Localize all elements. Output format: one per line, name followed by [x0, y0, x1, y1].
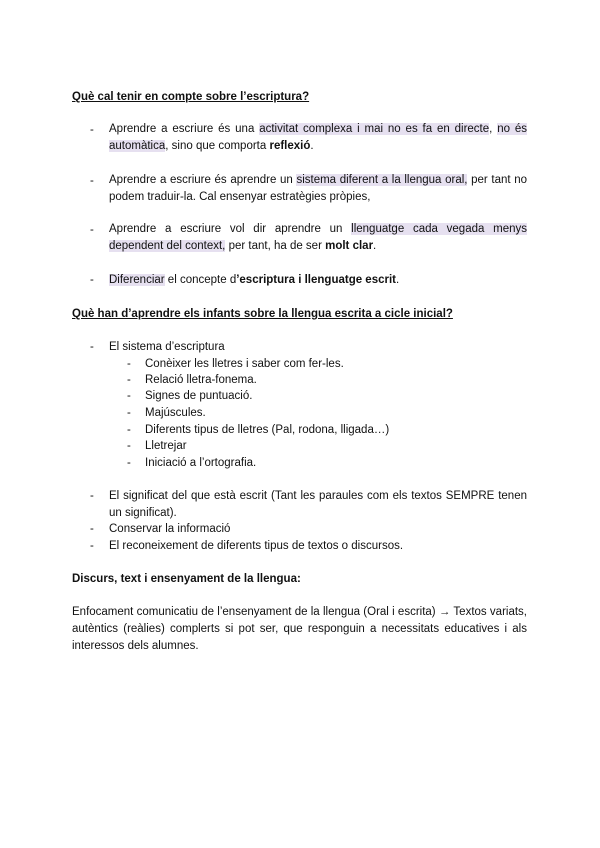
sublist-item: Diferents tipus de lletres (Pal, rodona, lligada…) — [145, 424, 390, 436]
heading-discurs: Discurs, text i ensenyament de la llengua: — [72, 573, 301, 585]
sublist-dash: - — [127, 358, 131, 370]
list-dash: - — [90, 274, 94, 286]
sublist-dash: - — [127, 457, 131, 469]
sublist-dash: - — [127, 374, 131, 386]
sublist-item: Majúscules. — [145, 407, 206, 419]
list-item-reconeixement: El reconeixement de diferents tipus de textos o discursos. — [109, 540, 404, 552]
highlight-activitat: activitat complexa i mai no es fa en directe — [259, 123, 490, 135]
sublist-item: Signes de puntuació. — [145, 390, 253, 402]
list-dash: - — [90, 341, 94, 353]
list-item-significat: El significat del que està escrit (Tant les paraules com els textos SEMPRE tenen un significat). — [109, 490, 527, 519]
sublist-dash: - — [127, 390, 131, 402]
sublist-dash: - — [127, 424, 131, 436]
paragraph-enfocament: Enfocament comunicatiu de l’ensenyament de la llengua (Oral i escrita) → Textos variats, autèntics (reàlies) complerts si pot ser, que responguin a necessitats educatives i als interessos dels alumnes. — [72, 606, 527, 652]
sublist-item: Iniciació a l’ortografia. — [145, 457, 257, 469]
list-item-llenguatge: Aprendre a escriure vol dir aprendre un llenguatge cada vegada menys dependent del context, per tant, ha de ser molt clar. — [109, 223, 527, 252]
list-item-diferenciar: Diferenciar el concepte d’escriptura i llenguatge escrit. — [109, 274, 400, 286]
list-item-conservar: Conservar la informació — [109, 523, 231, 535]
highlight-sistema: sistema diferent a la llengua oral, — [296, 174, 468, 186]
list-item-sistema: Aprendre a escriure és aprendre un sistema diferent a la llengua oral, per tant no podem traduir-la. Cal ensenyar estratègies pròpies, — [109, 174, 527, 203]
list-dash: - — [90, 490, 94, 502]
list-dash: - — [90, 175, 94, 187]
list-dash: - — [90, 224, 94, 236]
highlight-automatica: no és automàtica — [109, 123, 528, 152]
heading-cicle-inicial: Què han d’aprendre els infants sobre la llengua escrita a cicle inicial? — [72, 308, 453, 320]
sublist-item: Relació lletra-fonema. — [145, 374, 257, 386]
sublist-item: Conèixer les lletres i saber com fer-les. — [145, 358, 344, 370]
highlight-llenguatge: llenguatge cada vegada menys dependent del context, — [109, 223, 527, 252]
highlight-diferenciar: Diferenciar — [109, 274, 165, 286]
heading-escriptura: Què cal tenir en compte sobre l’escriptura? — [72, 91, 310, 103]
sublist-item: Lletrejar — [145, 440, 187, 452]
list-dash: - — [90, 523, 94, 535]
sublist-dash: - — [127, 407, 131, 419]
list-dash: - — [90, 124, 94, 136]
list-item-sistema-escriptura: El sistema d’escriptura — [109, 341, 225, 353]
list-dash: - — [90, 540, 94, 552]
sublist-dash: - — [127, 440, 131, 452]
list-item-complexa: Aprendre a escriure és una activitat complexa i mai no es fa en directe, no és automàtica, sino que comporta reflexió. — [109, 123, 528, 152]
